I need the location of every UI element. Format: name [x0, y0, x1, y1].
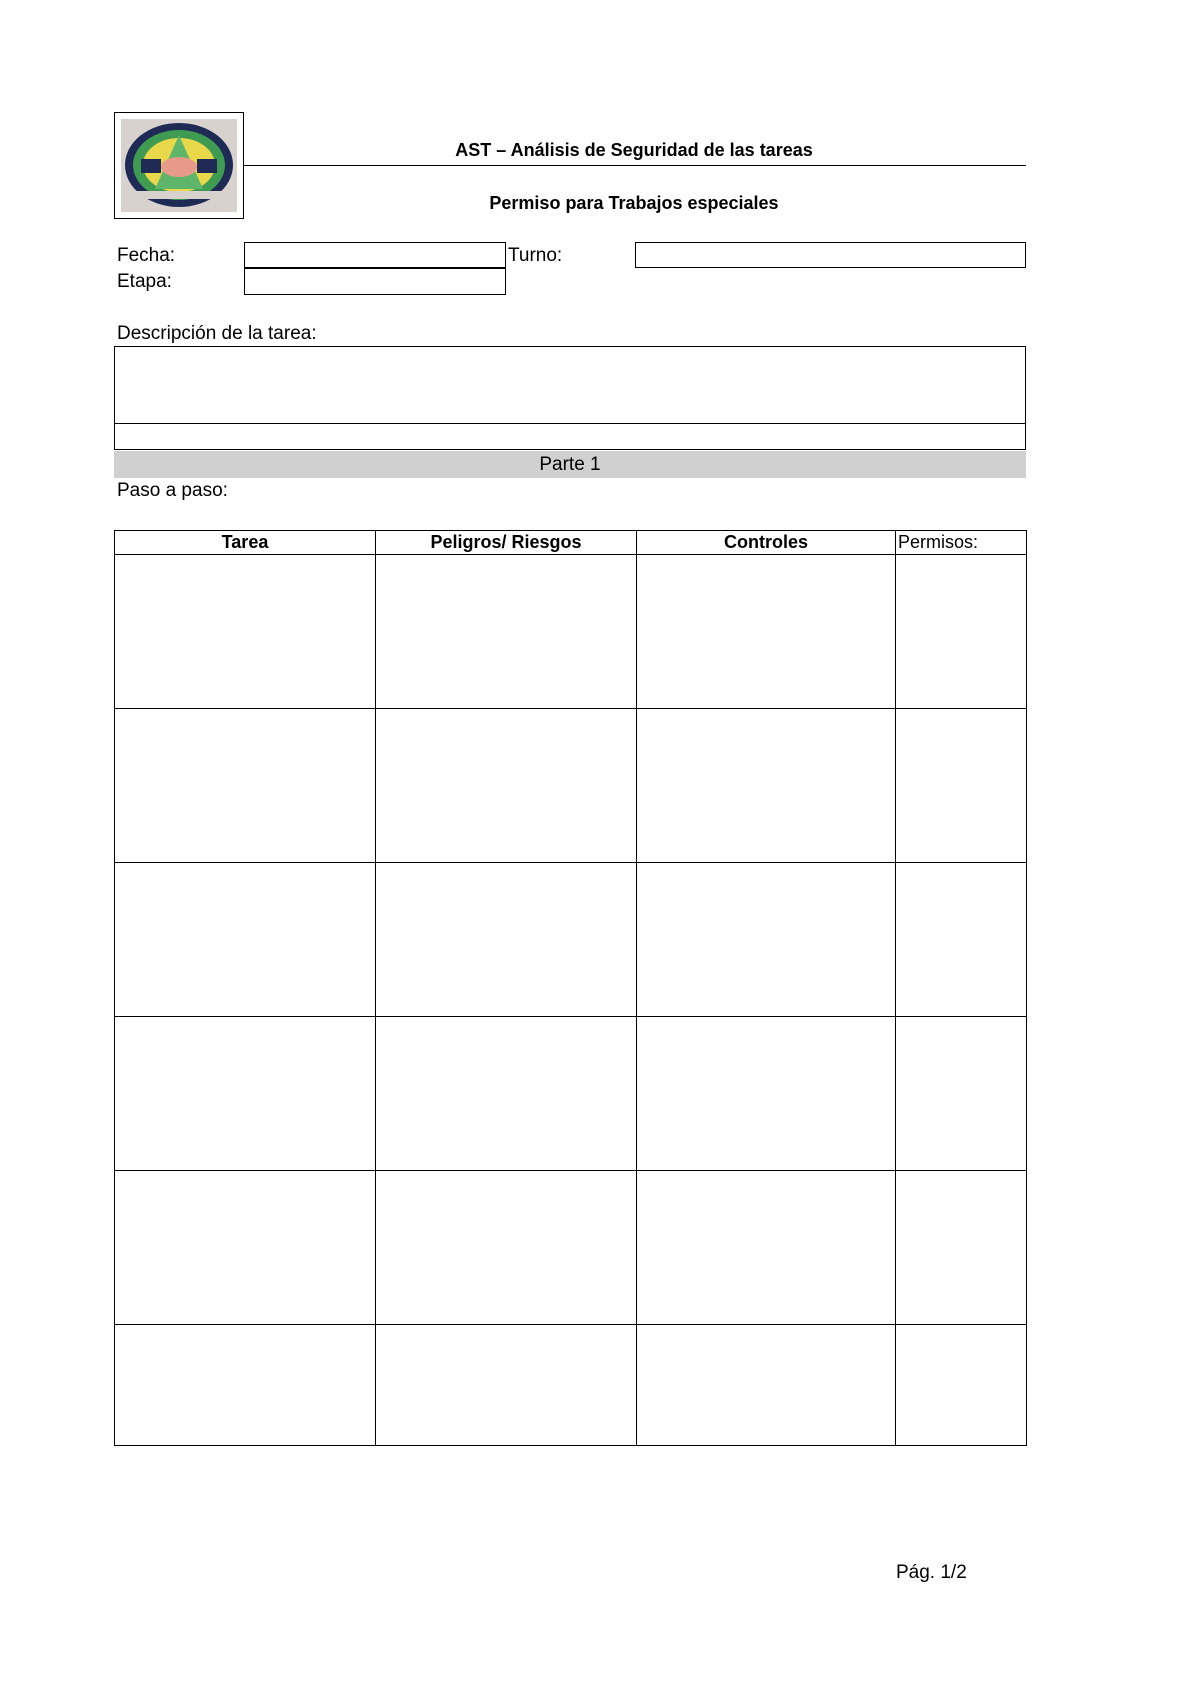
- organization-seal-logo: [121, 119, 237, 212]
- cell-permisos[interactable]: [896, 1171, 1027, 1325]
- turno-label: Turno:: [508, 245, 563, 266]
- part-header: Parte 1: [114, 451, 1026, 478]
- cell-permisos[interactable]: [896, 555, 1027, 709]
- cell-peligros-riesgos[interactable]: [376, 863, 637, 1017]
- cell-peligros-riesgos[interactable]: [376, 709, 637, 863]
- cell-tarea[interactable]: [115, 1325, 376, 1446]
- cell-permisos[interactable]: [896, 863, 1027, 1017]
- cell-controles[interactable]: [637, 709, 896, 863]
- table-row: [115, 709, 1027, 863]
- cell-tarea[interactable]: [115, 1017, 376, 1171]
- cell-peligros-riesgos[interactable]: [376, 555, 637, 709]
- table-row: [115, 555, 1027, 709]
- logo-frame: [114, 112, 244, 219]
- description-field[interactable]: [114, 346, 1026, 450]
- cell-controles[interactable]: [637, 555, 896, 709]
- step-label: Paso a paso:: [117, 480, 228, 501]
- cell-controles[interactable]: [637, 1325, 896, 1446]
- table-row: [115, 1017, 1027, 1171]
- etapa-label: Etapa:: [117, 271, 172, 292]
- cell-controles[interactable]: [637, 1017, 896, 1171]
- header-peligros-riesgos: Peligros/ Riesgos: [376, 531, 637, 555]
- header-tarea: Tarea: [115, 531, 376, 555]
- table-row: [115, 863, 1027, 1017]
- fecha-label: Fecha:: [117, 245, 176, 266]
- cell-tarea[interactable]: [115, 1171, 376, 1325]
- table-header-row: [115, 531, 1027, 555]
- fecha-field[interactable]: [244, 242, 506, 268]
- cell-controles[interactable]: [637, 1171, 896, 1325]
- document-subtitle: Permiso para Trabajos especiales: [489, 193, 779, 213]
- description-divider: [114, 423, 1026, 424]
- etapa-field[interactable]: [244, 268, 506, 295]
- header-permisos: Permisos:: [896, 531, 1027, 555]
- cell-tarea[interactable]: [115, 863, 376, 1017]
- turno-field[interactable]: [635, 242, 1026, 268]
- description-label: Descripción de la tarea:: [117, 323, 317, 344]
- header-controles: Controles: [637, 531, 896, 555]
- cell-controles[interactable]: [637, 863, 896, 1017]
- cell-tarea[interactable]: [115, 555, 376, 709]
- table-row: [115, 1171, 1027, 1325]
- cell-permisos[interactable]: [896, 1325, 1027, 1446]
- cell-tarea[interactable]: [115, 709, 376, 863]
- header-rule: [244, 165, 1026, 166]
- task-table: [114, 530, 1027, 1446]
- page-number: Pág. 1/2: [896, 1562, 967, 1583]
- cell-peligros-riesgos[interactable]: [376, 1325, 637, 1446]
- cell-peligros-riesgos[interactable]: [376, 1171, 637, 1325]
- table-row: [115, 1325, 1027, 1446]
- cell-peligros-riesgos[interactable]: [376, 1017, 637, 1171]
- cell-permisos[interactable]: [896, 1017, 1027, 1171]
- document-title: AST – Análisis de Seguridad de las tareas: [455, 140, 813, 160]
- cell-permisos[interactable]: [896, 709, 1027, 863]
